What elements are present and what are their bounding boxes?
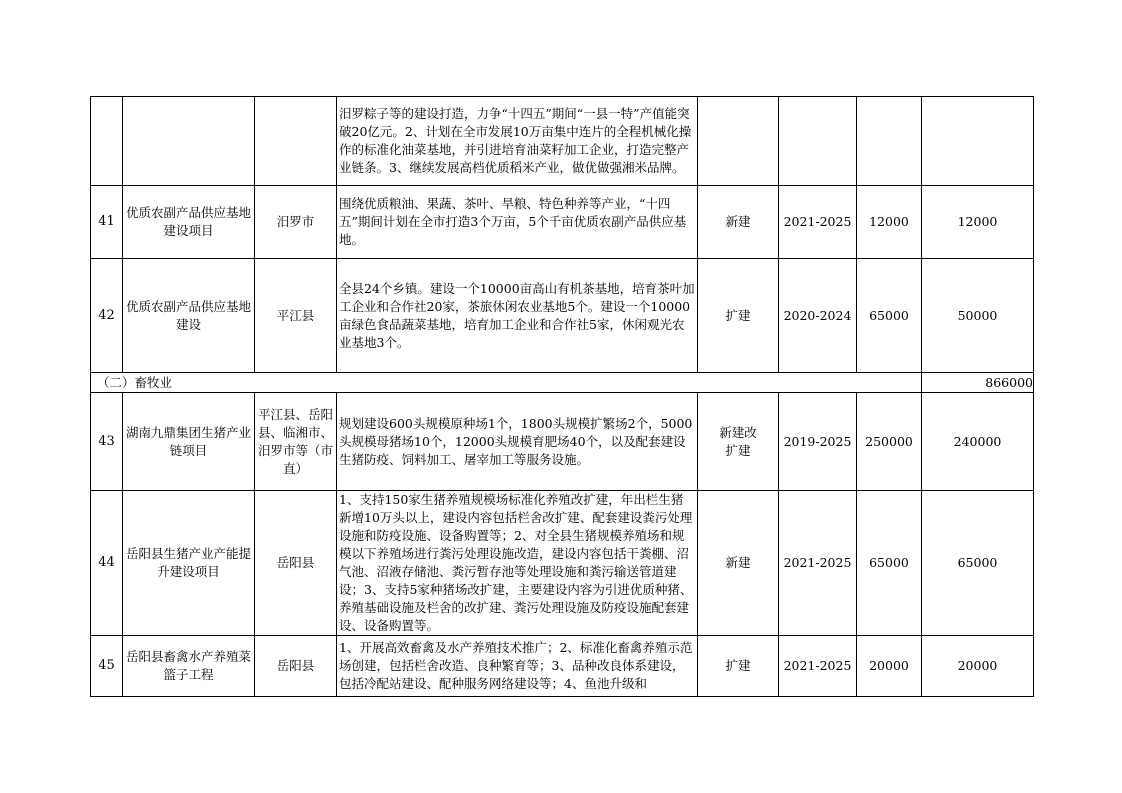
cell-content: 1、开展高效畜禽及水产养殖技术推广；2、标准化畜禽养殖示范场创建，包括栏舍改造、良种繁育等；3、品种改良体系建设，包括冷配站建设、配种服务网络建设等；4、鱼池升级和	[337, 636, 698, 697]
cell-plan: 240000	[922, 393, 1034, 491]
cell-total: 12000	[857, 186, 922, 259]
cell-type: 扩建	[698, 636, 779, 697]
table-row	[91, 97, 1034, 186]
table-row	[91, 393, 1034, 491]
cell-place: 平江县、岳阳县、临湘市、汨罗市等（市直）	[255, 393, 337, 491]
cell-place	[255, 97, 337, 186]
cell-name: 优质农副产品供应基地建设项目	[123, 186, 255, 259]
cell-period: 2021-2025	[779, 186, 857, 259]
cell-period: 2021-2025	[779, 636, 857, 697]
cell-place: 平江县	[255, 259, 337, 373]
table-row	[91, 636, 1034, 697]
cell-name: 岳阳县畜禽水产养殖菜篮子工程	[123, 636, 255, 697]
cell-content: 汨罗粽子等的建设打造，力争“十四五”期间“一县一特”产值能突破20亿元。2、计划在全市发展10万亩集中连片的全程机械化操作的标准化油菜基地，并引进培育油菜籽加工企业，打造完整产业链条。3、继续发展高档优质稻米产业，做优做强湘米品牌。	[337, 97, 698, 186]
cell-type: 新建	[698, 186, 779, 259]
cell-total	[857, 97, 922, 186]
cell-no: 41	[91, 186, 123, 259]
category-label: （二）畜牧业	[91, 373, 922, 393]
category-row	[91, 373, 1034, 393]
cell-plan: 50000	[922, 259, 1034, 373]
cell-content: 围绕优质粮油、果蔬、茶叶、旱粮、特色种养等产业，“十四五”期间计划在全市打造3个万亩，5个千亩优质农副产品供应基地。	[337, 186, 698, 259]
cell-no	[91, 97, 123, 186]
type-line: 新建改扩建	[719, 424, 757, 458]
cell-type: 新建	[698, 491, 779, 636]
cell-type: 扩建	[698, 259, 779, 373]
cell-name: 湖南九鼎集团生猪产业链项目	[123, 393, 255, 491]
cell-total: 65000	[857, 259, 922, 373]
cell-name	[123, 97, 255, 186]
cell-plan: 65000	[922, 491, 1034, 636]
cell-plan: 12000	[922, 186, 1034, 259]
cell-no: 44	[91, 491, 123, 636]
cell-place: 岳阳县	[255, 636, 337, 697]
cell-plan	[922, 97, 1034, 186]
cell-name: 岳阳县生猪产业产能提升建设项目	[123, 491, 255, 636]
cell-place: 岳阳县	[255, 491, 337, 636]
cell-type	[698, 97, 779, 186]
cell-content: 规划建设600头规模原种场1个，1800头规模扩繁场2个，5000头规模母猪场10个，12000头规模育肥场40个，以及配套建设生猪防疫、饲料加工、屠宰加工等服务设施。	[337, 393, 698, 491]
cell-period: 2020-2024	[779, 259, 857, 373]
cell-plan: 20000	[922, 636, 1034, 697]
cell-name: 优质农副产品供应基地建设	[123, 259, 255, 373]
cell-content: 1、支持150家生猪养殖规模场标准化养殖改扩建，年出栏生猪新增10万头以上，建设内容包括栏舍改扩建、配套建设粪污处理设施和防疫设施、设备购置等；2、对全县生猪规模养殖场和规模以下养殖场进行粪污处理设施改造，建设内容包括干粪棚、沼气池、沼液存储池、粪污暂存池等处理设施和粪污输送管道建设；3、支持5家种猪场改扩建，主要建设内容为引进优质种猪、养殖基础设施及栏舍的改扩建、粪污处理设施及防疫设施配套建设、设备购置等。	[337, 491, 698, 636]
project-table	[90, 96, 1034, 697]
cell-no: 45	[91, 636, 123, 697]
cell-total: 65000	[857, 491, 922, 636]
cell-total: 20000	[857, 636, 922, 697]
table-row	[91, 259, 1034, 373]
cell-no: 43	[91, 393, 123, 491]
cell-place: 汨罗市	[255, 186, 337, 259]
cell-period: 2021-2025	[779, 491, 857, 636]
cell-period	[779, 97, 857, 186]
cell-period: 2019-2025	[779, 393, 857, 491]
table-row	[91, 186, 1034, 259]
cell-total: 250000	[857, 393, 922, 491]
cell-type	[698, 393, 779, 491]
cell-no: 42	[91, 259, 123, 373]
table-row	[91, 491, 1034, 636]
category-value: 866000	[922, 373, 1034, 393]
cell-content: 全县24个乡镇。建设一个10000亩高山有机茶基地，培育茶叶加工企业和合作社20家，茶旅休闲农业基地5个。建设一个10000亩绿色食品蔬菜基地，培育加工企业和合作社5家，休闲观光农业基地3个。	[337, 259, 698, 373]
